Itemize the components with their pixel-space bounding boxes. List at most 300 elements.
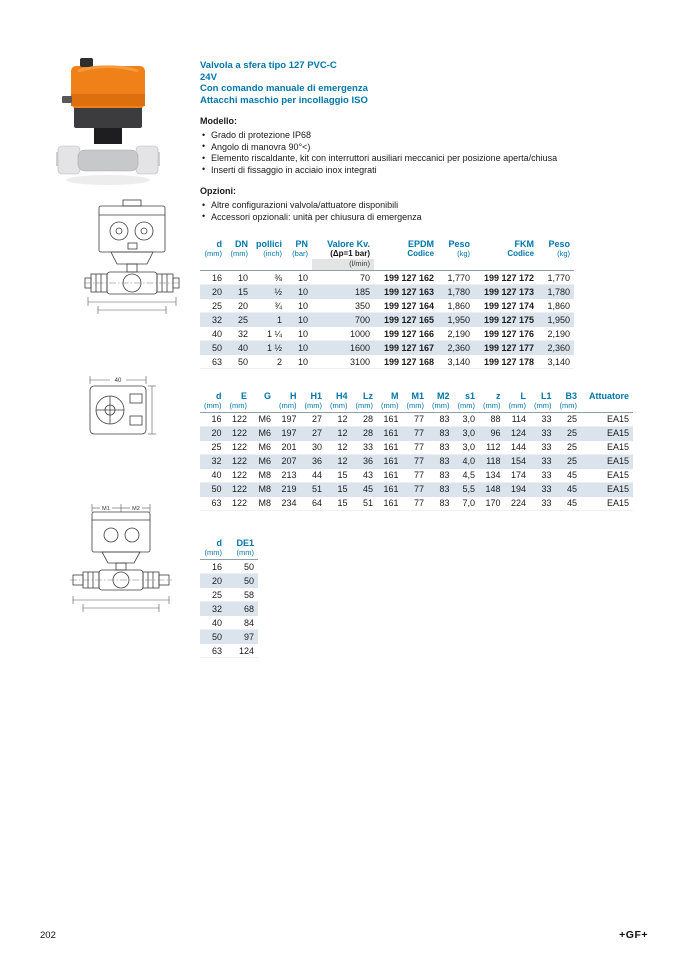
table-cell: 219 [275,482,301,496]
table-row [200,574,258,588]
table-cell: 36 [301,454,327,468]
model-bullet-list [200,130,656,176]
table-cell: 28 [352,412,378,426]
table-cell: 213 [275,468,301,482]
table-cell: 224 [505,496,531,510]
column-header: (Δp=1 bar) [330,248,371,258]
column-subheader [438,259,474,271]
table-cell: 124 [505,426,531,440]
table-cell: 27 [301,412,327,426]
table-cell: 16 [200,271,226,285]
table-row [200,271,574,285]
table-cell: 2,360 [538,341,574,355]
column-header: B3 [565,390,577,401]
table-cell: 3100 [312,355,374,369]
table-cell: 2,360 [438,341,474,355]
table-row [200,299,574,313]
table-cell: 122 [226,468,252,482]
table-cell: 1,770 [538,271,574,285]
title-line: Attacchi maschio per incollaggio ISO [200,94,368,106]
table-cell: 63 [200,496,226,510]
table-cell: 50 [226,355,252,369]
table-cell: M6 [251,454,275,468]
column-header: (inch) [263,248,283,258]
table-cell: 40 [200,468,226,482]
table-cell: 118 [479,454,505,468]
table-cell: 40 [226,341,252,355]
table-cell: 197 [275,412,301,426]
table-cell: 122 [226,496,252,510]
dimension-label: 40 [114,378,122,384]
table-cell: 96 [479,426,505,440]
table-cell: 170 [479,496,505,510]
table-cell: 1 ½ [252,341,286,355]
title-line: Valvola a sfera tipo 127 PVC-C [200,60,337,71]
table-cell: 25 [200,588,226,602]
table-cell: 12 [326,412,352,426]
table-cell: 700 [312,313,374,327]
column-header: (mm) [505,401,531,413]
table-cell: EA15 [581,426,633,440]
table-cell: 10 [286,299,312,313]
table-cell: 10 [286,313,312,327]
dimension-label: M1 [102,506,110,512]
valve-dimension-drawing [70,500,172,622]
table-cell: 1,860 [438,299,474,313]
column-header: (mm) [377,401,403,413]
table-cell: 148 [479,482,505,496]
column-subheader [286,259,312,271]
dimension-label: M2 [132,506,140,512]
column-header: (mm) [275,401,301,413]
table-cell: 84 [226,616,258,630]
table-cell: EA15 [581,412,633,426]
table-cell: 68 [226,602,258,616]
table-cell: 199 127 167 [374,341,438,355]
column-header: M2 [436,390,450,401]
column-header: M1 [411,390,424,401]
table-cell: 161 [377,496,403,510]
model-heading: Modello: [200,116,237,126]
table-cell: 12 [326,454,352,468]
table-cell: 45 [352,482,378,496]
table-cell: 4,5 [454,468,480,482]
page-title [200,60,656,106]
table-cell: 3,0 [454,440,480,454]
table-cell: M8 [251,496,275,510]
table-cell: 25 [556,454,582,468]
table-cell: 4,0 [454,454,480,468]
column-header: (mm) [204,248,222,258]
table-cell: 27 [301,426,327,440]
table-cell: 3,0 [454,412,480,426]
table-cell: 16 [200,560,226,574]
table-cell: 15 [326,468,352,482]
table-row [200,630,258,644]
table-cell: 20 [226,299,252,313]
table-cell: 64 [301,496,327,510]
table-row [200,468,633,482]
column-header: M [391,390,399,401]
table-cell: 97 [226,630,258,644]
table-cell: 15 [326,496,352,510]
table-cell: 63 [200,355,226,369]
column-header: (mm) [301,401,327,413]
table-cell: 1 ¼ [252,327,286,341]
table-cell: 20 [200,574,226,588]
table-cell: EA15 [581,440,633,454]
table-cell: 10 [286,285,312,299]
table-cell: 1,780 [438,285,474,299]
table-cell: ½ [252,285,286,299]
table-cell: 1000 [312,327,374,341]
table-cell: 50 [200,341,226,355]
table-cell: 10 [286,271,312,285]
bullet-item: • Altre configurazioni valvola/attuatore disponibili [200,200,656,212]
table-cell: 43 [352,468,378,482]
column-subheader [252,259,286,271]
table-cell: 10 [286,341,312,355]
table-cell: 134 [479,468,505,482]
column-header: (mm) [352,401,378,413]
table-cell: 185 [312,285,374,299]
actuator-top-view-drawing [82,372,156,446]
table-cell: 25 [200,440,226,454]
table-cell: 161 [377,412,403,426]
de1-table [200,537,258,659]
table-cell: 77 [403,440,429,454]
table-cell: 10 [286,355,312,369]
table-cell: 1 [252,313,286,327]
column-header: (kg) [557,248,571,258]
column-header: (mm) [230,248,248,258]
column-header: (mm) [556,401,582,413]
column-header: d [216,238,222,249]
table-cell: 199 127 173 [474,285,538,299]
table-cell: 10 [226,271,252,285]
options-heading: Opzioni: [200,186,236,196]
table-cell: 50 [226,574,258,588]
table-cell: 122 [226,482,252,496]
table-cell: 161 [377,482,403,496]
column-subheader [226,259,252,271]
options-bullet-list [200,200,656,223]
table-cell: 36 [352,454,378,468]
table-cell: 83 [428,412,454,426]
column-header: (bar) [292,248,309,258]
table-cell: 45 [556,496,582,510]
table-cell: 3,140 [538,355,574,369]
valve-actuator-front-drawing [84,198,180,324]
table-row [200,560,258,574]
table-cell: 199 127 163 [374,285,438,299]
column-header: s1 [464,390,475,401]
table-row [200,426,633,440]
table-cell: 174 [505,468,531,482]
table-row [200,644,258,658]
column-header: L [520,390,526,401]
table-cell: 83 [428,454,454,468]
table-cell: 28 [352,426,378,440]
table-cell: 30 [301,440,327,454]
table-cell: 40 [200,616,226,630]
table-cell: 32 [200,313,226,327]
table-cell: 12 [326,440,352,454]
table-cell: 2 [252,355,286,369]
table-row [200,602,258,616]
column-header: (mm) [200,548,226,560]
table-cell: 33 [530,482,556,496]
table-cell: 3,0 [454,426,480,440]
table-cell: 40 [200,327,226,341]
table-cell: 58 [226,588,258,602]
table-cell: 15 [226,285,252,299]
column-header: Valore Kv. [327,238,371,249]
column-header: (mm) [226,548,258,560]
table-cell: 112 [479,440,505,454]
table-cell: 15 [326,482,352,496]
column-header: E [240,390,247,401]
table-cell: 33 [530,426,556,440]
table-cell: 199 127 168 [374,355,438,369]
table-cell: EA15 [581,482,633,496]
table-cell: M6 [251,426,275,440]
table-cell: 32 [226,327,252,341]
table-cell: 83 [428,440,454,454]
product-photo [56,56,160,188]
brand-logo: +GF+ [619,929,648,941]
table-cell: 199 127 174 [474,299,538,313]
table-cell: 199 127 175 [474,313,538,327]
table-cell: 199 127 165 [374,313,438,327]
bullet-item: • Inserti di fissaggio in acciaio inox integrati [200,165,656,177]
table-cell: 77 [403,454,429,468]
column-header: Lz [363,390,373,401]
table-cell: 83 [428,468,454,482]
table-cell: 44 [301,468,327,482]
table-cell: 3,140 [438,355,474,369]
table-cell: 122 [226,412,252,426]
table-cell: 50 [226,560,258,574]
column-header: Peso [448,238,471,249]
table-cell: 199 127 166 [374,327,438,341]
table-cell: ¾ [252,299,286,313]
table-cell: 122 [226,440,252,454]
table-cell: 33 [530,468,556,482]
codes-table [200,237,574,369]
table-cell: 70 [312,271,374,285]
table-cell: 32 [200,602,226,616]
content-column [200,60,656,658]
column-header: pollici [256,238,283,249]
page-number: 202 [40,930,56,941]
table-row [200,285,574,299]
column-header: (mm) [479,401,505,413]
table-cell: 161 [377,426,403,440]
table-cell: 197 [275,426,301,440]
table-cell: 50 [200,630,226,644]
column-header: (mm) [454,401,480,413]
table-cell: 83 [428,482,454,496]
column-header: FKM [514,238,535,249]
table-cell: 122 [226,454,252,468]
table-cell: 201 [275,440,301,454]
bullet-item: • Elemento riscaldante, kit con interruttori ausiliari meccanici per posizione aperta/chiusa [200,153,656,165]
column-header: z [496,390,501,401]
table-row [200,341,574,355]
column-header: G [263,390,271,401]
column-subheader [374,259,438,271]
column-header: d [216,538,222,548]
table-cell: 1,770 [438,271,474,285]
table-cell: 25 [200,299,226,313]
column-header: (mm) [326,401,352,413]
table-cell: 234 [275,496,301,510]
table-cell: 161 [377,440,403,454]
table-cell: 33 [530,440,556,454]
column-subheader [200,259,226,271]
table-cell: 33 [530,454,556,468]
table-cell: 25 [556,426,582,440]
table-cell: 124 [226,644,258,658]
column-header [581,401,633,413]
column-header: H4 [335,390,348,401]
table-cell: 25 [226,313,252,327]
table-cell: M8 [251,482,275,496]
column-header: Attuatore [589,390,629,401]
table-cell: EA15 [581,496,633,510]
column-header: H1 [310,390,322,401]
table-cell: 45 [556,468,582,482]
table-cell: 1,950 [538,313,574,327]
table-cell: M6 [251,440,275,454]
column-header: (kg) [457,248,471,258]
table-cell: 199 127 177 [474,341,538,355]
table-cell: EA15 [581,454,633,468]
table-cell: 2,190 [538,327,574,341]
dimensions-table [200,389,633,511]
table-cell: 2,190 [438,327,474,341]
table-cell: 51 [352,496,378,510]
table-cell: 161 [377,468,403,482]
column-header: DN [235,238,248,249]
table-row [200,440,633,454]
table-cell: 199 127 178 [474,355,538,369]
table-cell: 161 [377,454,403,468]
column-subheader: (l/min) [312,259,374,271]
table-row [200,313,574,327]
column-header: (mm) [403,401,429,413]
column-header: (mm) [428,401,454,413]
table-cell: 63 [200,644,226,658]
table-cell: 33 [530,412,556,426]
table-cell: 10 [286,327,312,341]
table-cell: 122 [226,426,252,440]
table-cell: 12 [326,426,352,440]
table-cell: 350 [312,299,374,313]
table-cell: 83 [428,426,454,440]
table-cell: 32 [200,454,226,468]
table-cell: M8 [251,468,275,482]
table-cell: 20 [200,285,226,299]
table-row [200,616,258,630]
column-header: Peso [548,238,571,249]
column-header [251,401,275,413]
table-cell: ⅜ [252,271,286,285]
bullet-item: • Angolo di manovra 90°<) [200,142,656,154]
table-cell: 114 [505,412,531,426]
table-cell: 199 127 172 [474,271,538,285]
column-header: (mm) [200,401,226,413]
column-header: DE1 [236,538,254,548]
column-header: (mm) [226,401,252,413]
table-cell: 5,5 [454,482,480,496]
table-cell: 45 [556,482,582,496]
table-cell: EA15 [581,468,633,482]
column-subheader [474,259,538,271]
table-cell: 1,860 [538,299,574,313]
table-cell: 1600 [312,341,374,355]
table-cell: 50 [200,482,226,496]
table-cell: 1,950 [438,313,474,327]
column-header: (mm) [530,401,556,413]
column-header: d [216,390,222,401]
table-cell: 16 [200,412,226,426]
table-cell: 199 127 164 [374,299,438,313]
table-row [200,482,633,496]
table-cell: 77 [403,412,429,426]
table-cell: 144 [505,440,531,454]
title-line: Con comando manuale di emergenza [200,83,368,94]
table-row [200,412,633,426]
table-cell: 83 [428,496,454,510]
table-cell: 33 [352,440,378,454]
column-header: L1 [540,390,552,401]
column-header: PN [295,238,309,249]
table-cell: 51 [301,482,327,496]
table-cell: 88 [479,412,505,426]
table-cell: 20 [200,426,226,440]
table-cell: 25 [556,412,582,426]
table-row [200,588,258,602]
title-line: 24V [200,71,217,83]
table-cell: 199 127 176 [474,327,538,341]
table-cell: 77 [403,496,429,510]
table-cell: 207 [275,454,301,468]
bullet-item: • Accessori opzionali: unità per chiusura di emergenza [200,212,656,224]
bullet-item: • Grado di protezione IP68 [200,130,656,142]
table-row [200,496,633,510]
table-cell: 154 [505,454,531,468]
column-header: Codice [507,248,535,258]
table-row [200,454,633,468]
column-header: Codice [407,248,435,258]
column-header: H [290,390,297,401]
table-cell: 7,0 [454,496,480,510]
table-cell: 77 [403,468,429,482]
table-cell: 25 [556,440,582,454]
table-cell: M6 [251,412,275,426]
table-cell: 33 [530,496,556,510]
table-row [200,327,574,341]
table-row [200,355,574,369]
table-cell: 77 [403,482,429,496]
column-subheader [538,259,574,271]
column-header: EPDM [408,238,435,249]
table-cell: 194 [505,482,531,496]
table-cell: 1,780 [538,285,574,299]
table-cell: 77 [403,426,429,440]
